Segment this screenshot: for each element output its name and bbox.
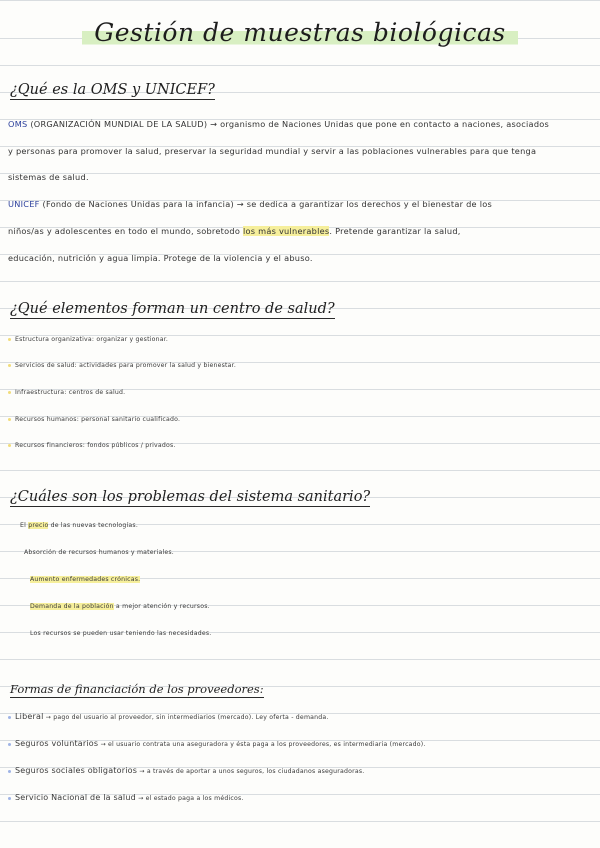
problem-item-4: [30, 603, 210, 610]
unicef-line-3: educación, nutrición y agua limpia. Protege de la violencia y el abuso.: [8, 253, 313, 263]
bullet-dot: [8, 444, 11, 447]
list-item: [8, 442, 176, 449]
unicef-line-1: [8, 199, 492, 209]
oms-line-1: [8, 119, 549, 129]
financing-text: → a través de aportar a unos seguros, los ciudadanos aseguradoras.: [137, 768, 365, 775]
oms-line-3: sistemas de salud.: [8, 172, 89, 182]
problem-item-1: [20, 522, 138, 529]
financing-text: → el usuario contrata una aseguradora y ésta paga a los proveedores, es intermediaria (mercado).: [98, 741, 426, 748]
financing-term: Liberal: [15, 712, 44, 721]
financing-item: [8, 793, 244, 802]
financing-item: [8, 766, 364, 775]
list-item-text: Infraestructura: centros de salud.: [15, 389, 126, 396]
heading-oms-unicef: ¿Qué es la OMS y UNICEF?: [10, 82, 215, 98]
list-item-text: Servicios de salud: actividades para promover la salud y bienestar.: [15, 362, 237, 369]
problem-item-3: [30, 576, 140, 583]
list-item: [8, 389, 125, 396]
bullet-dot: [8, 770, 11, 773]
problem-item-5: Los recursos se pueden usar teniendo las necesidades.: [30, 630, 212, 637]
problem-text: El: [20, 522, 29, 529]
title-container: [0, 18, 600, 47]
oms-term: OMS: [8, 119, 28, 129]
financing-text: → el estado paga a los médicos.: [135, 795, 244, 802]
unicef-term: UNICEF: [8, 199, 40, 209]
unicef-text-2a: niños/as y adolescentes en todo el mundo, sobretodo: [8, 226, 243, 236]
financing-text: → pago del usuario al proveedor, sin intermediarios (mercado). Ley oferta - demanda.: [43, 714, 329, 721]
list-item-text: Recursos financieros: fondos públicos / privados.: [15, 442, 176, 449]
financing-item: [8, 739, 426, 748]
heading-financing: Formas de financiación de los proveedores:: [10, 682, 264, 696]
unicef-line-2: [8, 226, 461, 236]
problem-text: de las nuevas tecnologías.: [48, 522, 138, 529]
problem-highlight: precio: [28, 522, 49, 529]
unicef-text-1: (Fondo de Naciones Unidas para la infancia) → se dedica a garantizar los derechos y el bienestar de los: [42, 199, 493, 209]
oms-line-2: y personas para promover la salud, preservar la seguridad mundial y servir a las poblaciones vulnerables para que tenga: [8, 146, 537, 156]
page-title: Gestión de muestras biológicas: [82, 18, 517, 47]
bullet-dot: [8, 716, 11, 719]
financing-term: Seguros sociales obligatorios: [15, 766, 138, 775]
bullet-dot: [8, 391, 11, 394]
bullet-dot: [8, 743, 11, 746]
problem-highlight: Aumento enfermedades crónicas.: [30, 576, 141, 583]
list-item-text: Estructura organizativa: organizar y gestionar.: [15, 336, 169, 343]
bullet-dot: [8, 797, 11, 800]
problem-text: a mejor atención y recursos.: [113, 603, 210, 610]
bullet-dot: [8, 364, 11, 367]
financing-term: Servicio Nacional de la salud: [15, 793, 136, 802]
unicef-text-2b: . Pretende garantizar la salud,: [329, 226, 461, 236]
heading-problems: ¿Cuáles son los problemas del sistema sanitario?: [10, 489, 371, 505]
bullet-dot: [8, 418, 11, 421]
list-item-text: Recursos humanos: personal sanitario cualificado.: [15, 416, 181, 423]
bullet-dot: [8, 338, 11, 341]
financing-item: [8, 712, 329, 721]
oms-text-1: (ORGANIZACIÓN MUNDIAL DE LA SALUD) → organismo de Naciones Unidas que pone en contacto a naciones, asociados: [30, 119, 550, 129]
problem-item-2: Absorción de recursos humanos y materiales.: [24, 549, 174, 556]
list-item: [8, 416, 180, 423]
unicef-highlight: los más vulnerables: [242, 226, 330, 236]
problem-highlight: Demanda de la población: [30, 603, 114, 610]
list-item: [8, 336, 168, 343]
financing-term: Seguros voluntarios: [15, 739, 99, 748]
list-item: [8, 362, 236, 369]
heading-elements: ¿Qué elementos forman un centro de salud?: [10, 301, 335, 317]
